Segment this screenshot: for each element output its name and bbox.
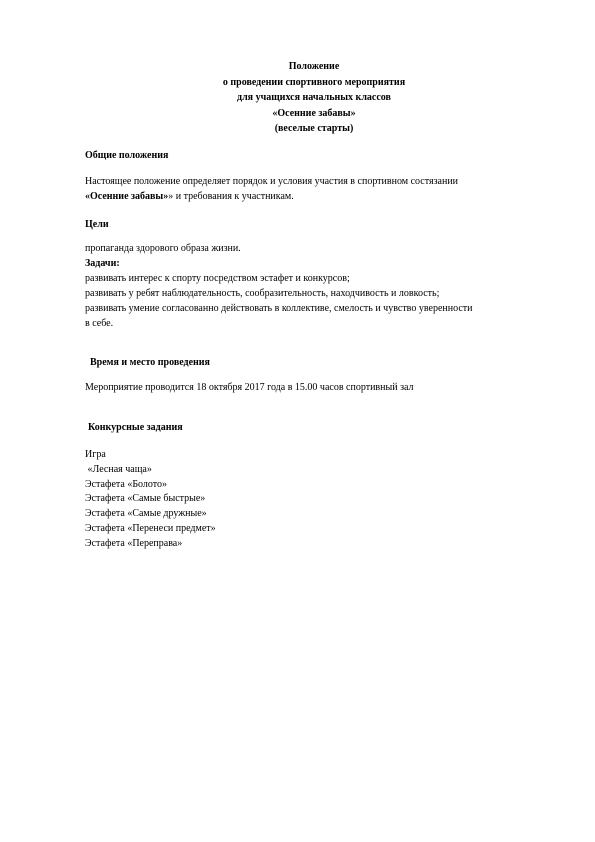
list-item: Игра xyxy=(85,449,106,460)
list-item: Эстафета «Самые дружные» xyxy=(85,508,207,520)
list-item: Эстафета «Перенеси предмет» xyxy=(85,522,216,534)
tasks-label: Задачи: xyxy=(85,258,120,269)
list-item: Эстафета «Самые быстрые» xyxy=(85,493,206,505)
general-text-line-1: Настоящее положение определяет порядок и условия участия в спортивном состязании xyxy=(85,176,459,187)
contest-heading: Конкурсные задания xyxy=(88,422,183,433)
contest-list xyxy=(85,448,216,552)
time-place-heading: Время и место проведения xyxy=(90,357,210,368)
task-item: в себе. xyxy=(85,318,114,329)
goals-heading: Цели xyxy=(85,219,109,230)
document-title xyxy=(0,59,595,137)
task-item: развивать у ребят наблюдательность, сообразительность, находчивость и ловкость; xyxy=(85,288,440,299)
title-line-1: Положение xyxy=(288,61,340,72)
general-text-line-2 xyxy=(85,189,458,204)
task-item: развивать умение согласованно действовать в коллективе, смелость и чувство уверенности xyxy=(85,303,473,314)
list-item: Эстафета «Болото» xyxy=(85,478,168,490)
list-item: «Лесная чаща» xyxy=(85,463,152,475)
title-line-5: (веселые старты) xyxy=(274,123,354,134)
general-text-line-2-rest: » и требования к участникам. xyxy=(168,191,294,202)
goals-line: пропаганда здорового образа жизни. xyxy=(85,243,241,254)
list-item: Эстафета «Переправа» xyxy=(85,537,183,549)
task-item: развивать интерес к спорту посредством эстафет и конкурсов; xyxy=(85,273,350,284)
general-heading: Общие положения xyxy=(85,150,169,161)
title-line-3: для учащихся начальных классов xyxy=(237,92,391,103)
title-line-4: «Осенние забавы» xyxy=(272,107,356,119)
goals-text xyxy=(85,241,473,331)
time-place-text: Мероприятие проводится 18 октября 2017 года в 15.00 часов спортивный зал xyxy=(85,382,414,393)
event-name-bold: «Осенние забавы» xyxy=(85,191,169,202)
title-line-2: о проведении спортивного мероприятия xyxy=(222,76,406,88)
general-text xyxy=(85,174,458,204)
